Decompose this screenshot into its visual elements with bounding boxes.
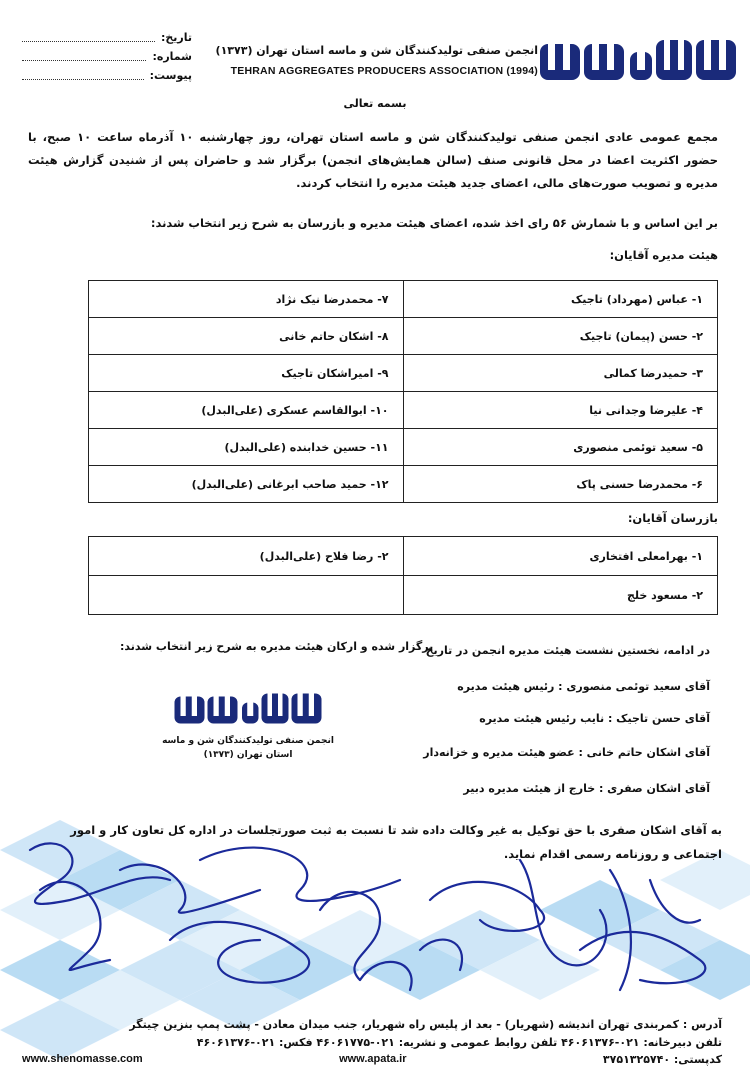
- inspector-cell: [89, 576, 404, 615]
- minutes-paragraph-1: مجمع عمومی عادی انجمن صنفی تولیدکنندگان شن و ماسه استان تهران، روز چهارشنبه ۱۰ آذرماه ساعت ۱۰ صبح، با حضور اکثریت اعضا در محل قانونی صنف (سالن همایش‌های انجمن) برگزار شد و حاضران پس از شنیدن گزارش هیئت مدیره و تصویب صورت‌های مالی، اعضای جدید هیئت مدیره را انتخاب کردند.: [28, 130, 718, 190]
- inspectors-title: بازرسان آقایان:: [627, 511, 718, 525]
- meta-number-line: [22, 52, 146, 61]
- role-vice-president: آقای حسن تاجیک : نایب رئیس هیئت مدیره: [479, 712, 710, 725]
- board-member-cell: ۴- علیرضا وجدانی نیا: [403, 392, 718, 429]
- meta-date-line: [22, 33, 155, 42]
- association-logo: [538, 38, 738, 86]
- signatures: [0, 820, 750, 1020]
- footer-phones: تلفن دبیرخانه: ۰۲۱-۴۶۰۶۱۳۷۶ تلفن روابط عمومی و نشریه: ۰۲۱-۴۶۰۶۱۷۷۵ فکس: ۰۲۱-۴۶۰۶۱۳۷۶: [196, 1036, 722, 1049]
- table-row: [89, 392, 718, 429]
- meta-number-label: شماره:: [152, 50, 192, 63]
- board-title: هیئت مدیره آقایان:: [609, 248, 718, 262]
- board-member-cell: ۱۰- ابوالقاسم عسکری (علی‌البدل): [89, 392, 404, 429]
- table-row: [89, 429, 718, 466]
- stamp-text-2: استان تهران (۱۳۷۳): [203, 750, 293, 760]
- continuation-text-start: در ادامه، نخستین نشست هیئت مدیره انجمن در تاریخ: [425, 644, 710, 657]
- footer-website-1[interactable]: www.shenomasse.com: [22, 1053, 143, 1065]
- letter-meta: [22, 28, 192, 85]
- role-treasurer: آقای اشکان حاتم خانی : عضو هیئت مدیره و خزانه‌دار: [423, 746, 710, 759]
- minutes-paragraph-2: بر این اساس و با شمارش ۵۶ رای اخذ شده، اعضای هیئت مدیره و بازرسان به شرح زیر انتخاب شدند:: [150, 216, 718, 230]
- association-name-en: TEHRAN AGGREGATES PRODUCERS ASSOCIATION (1994): [230, 65, 538, 77]
- board-member-cell: ۸- اشکان حاتم خانی: [89, 318, 404, 355]
- association-name-fa: انجمن صنفی تولیدکنندگان شن و ماسه استان تهران (۱۳۷۳): [215, 44, 538, 57]
- table-row: [89, 576, 718, 615]
- board-member-cell: ۶- محمدرضا حسنی پاک: [403, 466, 718, 503]
- table-row: [89, 281, 718, 318]
- footer-postal-code: کدپستی: ۳۷۵۱۳۲۵۷۴۰: [602, 1053, 722, 1066]
- inspector-cell: ۲- رضا فلاح (علی‌البدل): [89, 537, 404, 576]
- association-stamp: [148, 690, 348, 780]
- footer-bottom-line: [22, 1053, 722, 1066]
- inspector-cell: ۱- بهرامعلی افتخاری: [403, 537, 718, 576]
- meta-date-label: تاریخ:: [160, 31, 192, 44]
- continuation-text-end: برگزار شده و ارکان هیئت مدیره به شرح زیر انتخاب شدند:: [120, 640, 434, 653]
- meta-date: [22, 28, 192, 47]
- meta-attachment-label: پیوست:: [149, 69, 192, 82]
- footer-address: آدرس : کمربندی تهران اندیشه (شهریار) - بعد از پلیس راه شهریار، جنب میدان معادن - پشت پمپ بنزین چیتگر: [129, 1018, 722, 1031]
- minutes-paragraph-3: به آقای اشکان صفری با حق توکیل به غیر وکالت داده شد تا نسبت به ثبت صورتجلسات در اداره کل تعاون کار و امور اجتماعی و روزنامه رسمی اقدام نماید.: [70, 823, 722, 861]
- role-secretary: آقای اشکان صفری : خارج از هیئت مدیره دبیر: [463, 782, 710, 795]
- board-member-cell: ۱۱- حسین خدابنده (علی‌البدل): [89, 429, 404, 466]
- meta-attachment: [22, 66, 192, 85]
- table-row: [89, 318, 718, 355]
- table-row: [89, 537, 718, 576]
- board-member-cell: ۵- سعید توئمی منصوری: [403, 429, 718, 466]
- meta-number: [22, 47, 192, 66]
- inspectors-table: [88, 536, 718, 615]
- stamp-text-1: انجمن صنفی تولیدکنندگان شن و ماسه: [162, 736, 334, 746]
- meta-attachment-line: [22, 71, 144, 80]
- board-member-cell: ۱- عباس (مهرداد) تاجیک: [403, 281, 718, 318]
- stamp-logo-icon: [173, 690, 323, 730]
- board-member-cell: ۷- محمدرضا نیک نژاد: [89, 281, 404, 318]
- board-member-cell: ۹- امیراشکان تاجیک: [89, 355, 404, 392]
- board-member-cell: ۱۲- حمید صاحب ابرغانی (علی‌البدل): [89, 466, 404, 503]
- table-row: [89, 355, 718, 392]
- bismillah: بسمه تعالی: [343, 97, 407, 110]
- table-row: [89, 466, 718, 503]
- board-member-cell: ۲- حسن (پیمان) تاجیک: [403, 318, 718, 355]
- board-member-cell: ۳- حمیدرضا کمالی: [403, 355, 718, 392]
- association-name: [198, 44, 538, 77]
- inspector-cell: ۲- مسعود خلج: [403, 576, 718, 615]
- board-members-table: [88, 280, 718, 503]
- role-president: آقای سعید توئمی منصوری : رئیس هیئت مدیره: [457, 680, 710, 693]
- footer-website-2[interactable]: www.apata.ir: [339, 1053, 407, 1065]
